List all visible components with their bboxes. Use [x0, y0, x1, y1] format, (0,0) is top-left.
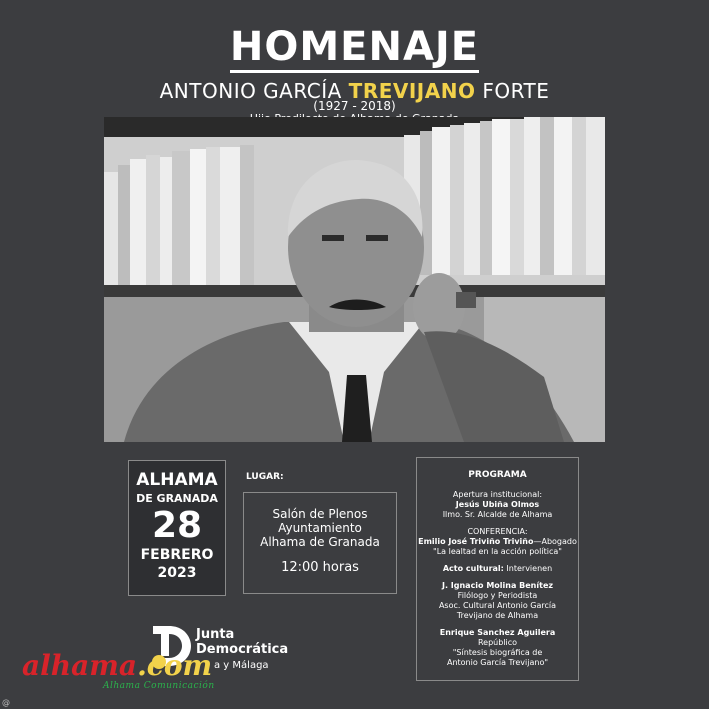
date-year: 2023	[157, 565, 197, 581]
jd-line-2: Democrática	[196, 642, 289, 657]
venue-line-3: Alhama de Granada	[260, 535, 380, 549]
program-block-cultural	[417, 564, 578, 574]
venue-line-2: Ayuntamiento	[278, 521, 362, 535]
event-date-box	[128, 460, 226, 596]
program-text: Asoc. Cultural Antonio García	[438, 601, 557, 610]
program-text: CONFERENCIA:	[467, 527, 528, 536]
program-text: Trevijano de Alhama	[456, 611, 539, 620]
program-speaker: Enrique Sanchez Aguilera	[439, 628, 556, 637]
date-city-sub: DE GRANADA	[136, 492, 218, 505]
program-text: Repúblico	[477, 638, 518, 647]
date-month: FEBRERO	[140, 547, 214, 563]
program-text: Antonio García Trevijano"	[446, 658, 549, 667]
name-first: ANTONIO GARCÍA	[159, 79, 349, 103]
program-speaker: Emilio José Triviño Triviño	[418, 537, 534, 546]
program-speaker: Jesús Ubiña Olmos	[455, 500, 540, 509]
name-highlight: TREVIJANO	[348, 79, 476, 103]
program-text: Ilmo. Sr. Alcalde de Alhama	[442, 510, 553, 519]
program-text: Filólogo y Periodista	[457, 591, 538, 600]
program-block-speaker-1	[417, 581, 578, 621]
program-text: —Abogado	[533, 537, 577, 546]
program-heading: Acto cultural:	[442, 564, 504, 573]
alhama-com-logo	[22, 649, 212, 682]
venue-label: LUGAR:	[246, 472, 284, 482]
date-city: ALHAMA	[136, 470, 218, 490]
program-box	[416, 457, 579, 681]
venue-time: 12:00 horas	[281, 560, 359, 575]
alhama-domain: .com	[137, 649, 213, 682]
alhama-word: alhama	[22, 649, 138, 682]
page-title	[0, 24, 709, 70]
title-text: HOMENAJE	[230, 24, 479, 73]
alhama-com-subtitle: Alhama Comunicación	[103, 681, 215, 691]
program-block-opening	[417, 490, 578, 520]
program-block-conference	[417, 527, 578, 557]
program-block-speaker-2	[417, 628, 578, 668]
program-speaker: J. Ignacio Molina Benítez	[441, 581, 554, 590]
program-text: "La lealtad en la acción política"	[433, 547, 562, 556]
life-years: (1927 - 2018)	[313, 99, 396, 113]
portrait-photo	[104, 117, 605, 442]
venue-line-1: Salón de Plenos	[272, 507, 368, 521]
name-last: FORTE	[475, 79, 550, 103]
jd-line-1: Junta	[196, 627, 235, 642]
program-text: Apertura institucional:	[452, 490, 543, 499]
program-text: "Síntesis biográfica de	[452, 648, 543, 657]
date-day: 28	[151, 505, 203, 546]
jd-subtitle: a y Málaga	[214, 660, 269, 671]
corner-mark: @	[2, 698, 10, 707]
program-title: PROGRAMA	[468, 470, 527, 480]
venue-box	[243, 492, 397, 594]
program-text: Intervienen	[503, 564, 553, 573]
